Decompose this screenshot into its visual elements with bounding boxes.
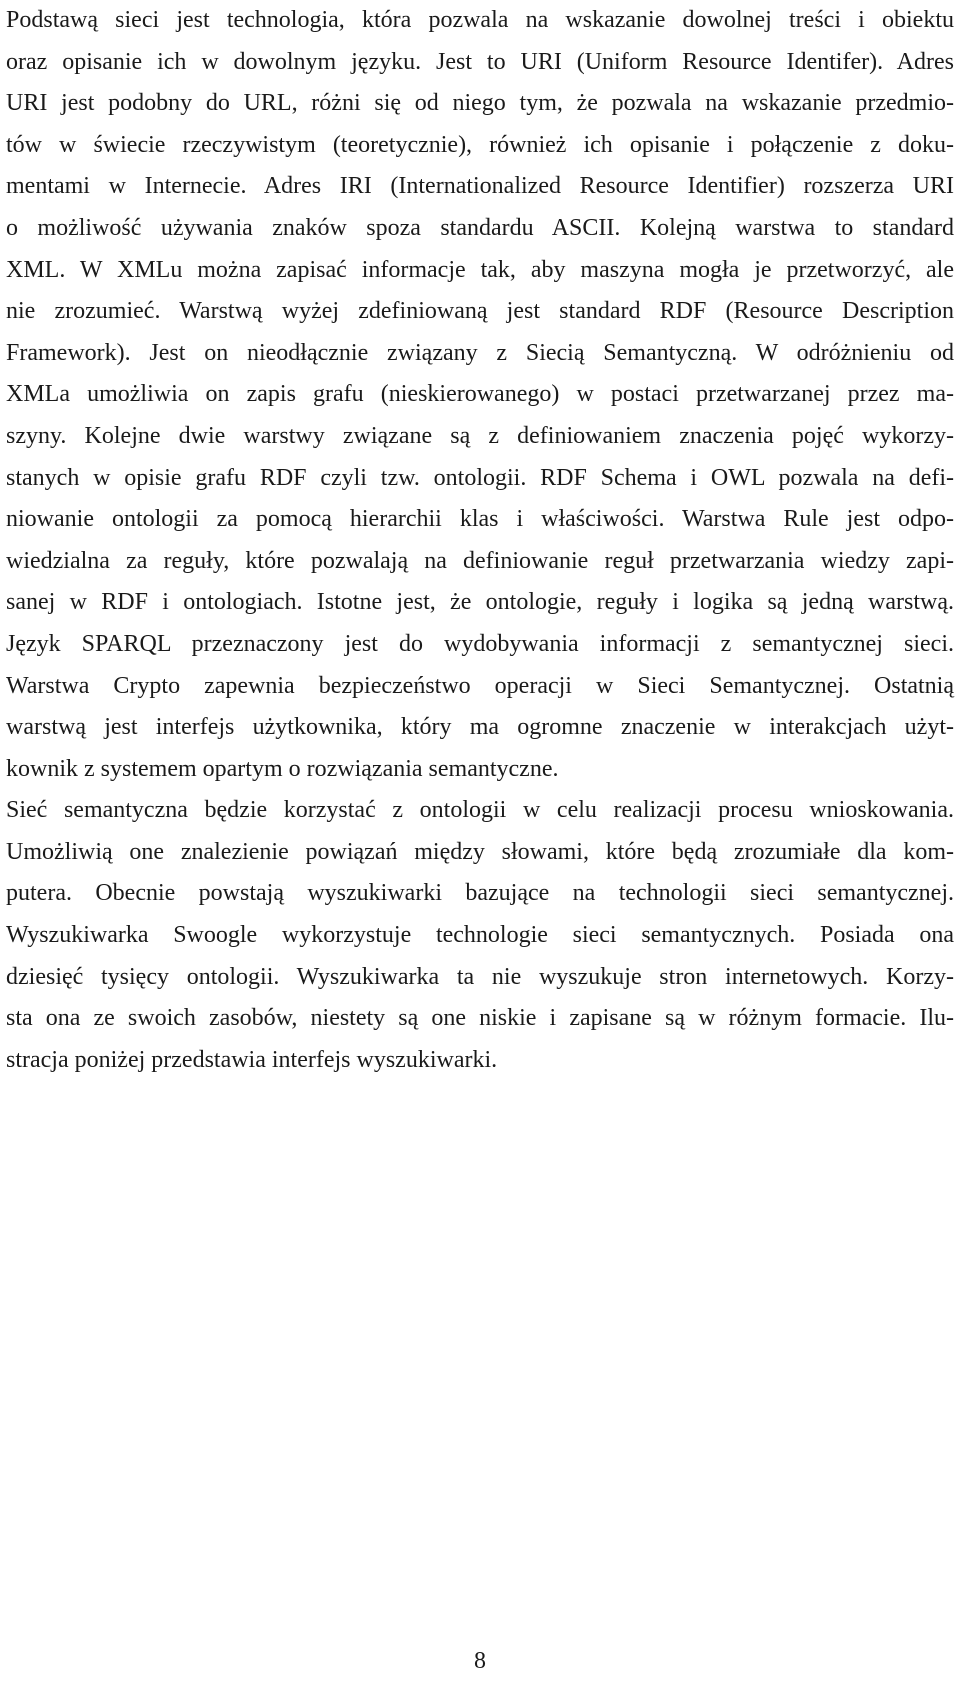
text-line: URI jest podobny do URL, różni się od niego tym, że pozwala na wskazanie przedmio- bbox=[6, 90, 954, 117]
text-line: warstwą jest interfejs użytkownika, który ma ogromne znaczenie w interakcjach użyt- bbox=[6, 714, 954, 741]
text-line: putera. Obecnie powstają wyszukiwarki bazujące na technologii sieci semantycznej. bbox=[6, 880, 954, 907]
text-line: nie zrozumieć. Warstwą wyżej zdefiniowaną jest standard RDF (Resource Description bbox=[6, 298, 954, 325]
text-line: Framework). Jest on nieodłącznie związany z Siecią Semantyczną. W odróżnieniu od bbox=[6, 339, 954, 366]
text-line: XML. W XMLu można zapisać informacje tak, aby maszyna mogła je przetworzyć, ale bbox=[6, 256, 954, 283]
text-line: wiedzialna za reguły, które pozwalają na definiowanie reguł przetwarzania wiedzy zapi- bbox=[6, 547, 954, 574]
text-line: o możliwość używania znaków spoza standardu ASCII. Kolejną warstwa to standard bbox=[6, 214, 954, 241]
text-line: XMLa umożliwia on zapis grafu (nieskierowanego) w postaci przetwarzanej przez ma- bbox=[6, 381, 954, 408]
text-line: Język SPARQL przeznaczony jest do wydobywania informacji z semantycznej sieci. bbox=[6, 630, 954, 657]
text-line: Wyszukiwarka Swoogle wykorzystuje technologie sieci semantycznych. Posiada ona bbox=[6, 922, 954, 949]
text-line: tów w świecie rzeczywistym (teoretycznie), również ich opisanie i połączenie z doku- bbox=[6, 131, 954, 158]
text-line: sanej w RDF i ontologiach. Istotne jest, że ontologie, reguły i logika są jedną warstwą. bbox=[6, 589, 954, 616]
text-line: Podstawą sieci jest technologia, która pozwala na wskazanie dowolnej treści i obiektu bbox=[6, 7, 954, 33]
body-text bbox=[6, 0, 954, 1081]
text-line: Sieć semantyczna będzie korzystać z ontologii w celu realizacji procesu wnioskowania. bbox=[6, 797, 954, 824]
text-line: oraz opisanie ich w dowolnym języku. Jest to URI (Uniform Resource Identifer). Adres bbox=[6, 48, 954, 75]
text-line: dziesięć tysięcy ontologii. Wyszukiwarka ta nie wyszukuje stron internetowych. Korzy- bbox=[6, 963, 954, 990]
page-number: 8 bbox=[474, 1648, 486, 1674]
text-line: mentami w Internecie. Adres IRI (Internationalized Resource Identifier) rozszerza URI bbox=[6, 173, 954, 200]
text-line: stracja poniżej przedstawia interfejs wyszukiwarki. bbox=[6, 1046, 498, 1073]
text-line: Umożliwią one znalezienie powiązań między słowami, które będą zrozumiałe dla kom- bbox=[6, 838, 954, 865]
text-line: niowanie ontologii za pomocą hierarchii klas i właściwości. Warstwa Rule jest odpo- bbox=[6, 506, 954, 533]
text-line: Warstwa Crypto zapewnia bezpieczeństwo operacji w Sieci Semantycznej. Ostatnią bbox=[6, 672, 954, 699]
text-line: stanych w opisie grafu RDF czyli tzw. ontologii. RDF Schema i OWL pozwala na defi- bbox=[6, 464, 954, 491]
text-line: szyny. Kolejne dwie warstwy związane są z definiowaniem znaczenia pojęć wykorzy- bbox=[6, 422, 954, 449]
text-line: kownik z systemem opartym o rozwiązania semantyczne. bbox=[6, 755, 559, 782]
text-line: sta ona ze swoich zasobów, niestety są one niskie i zapisane są w różnym formacie. Ilu- bbox=[6, 1005, 954, 1032]
